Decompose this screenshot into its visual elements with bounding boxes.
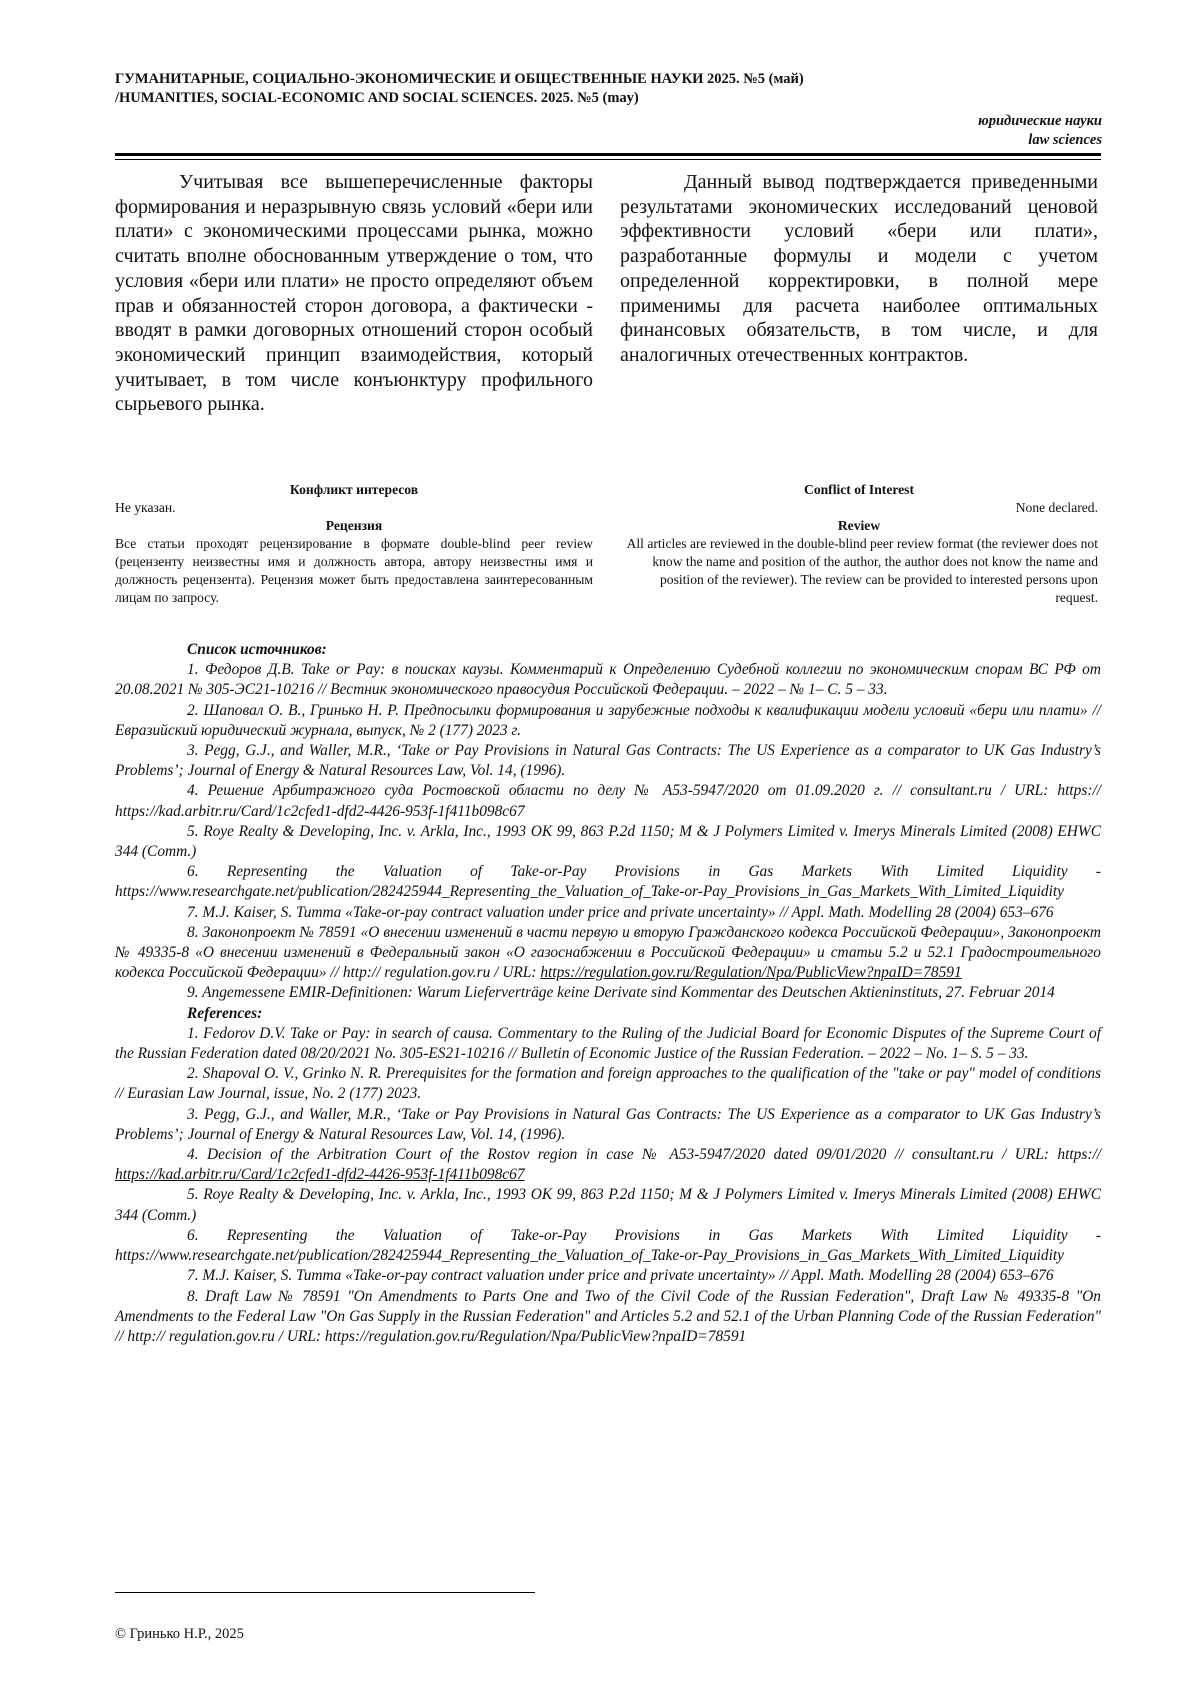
- journal-title-ru: ГУМАНИТАРНЫЕ, СОЦИАЛЬНО-ЭКОНОМИЧЕСКИЕ И ОБЩЕСТВЕННЫЕ НАУКИ 2025. №5 (май): [115, 71, 804, 87]
- reference-item: 5. Roye Realty & Developing, Inc. v. Arkla, Inc., 1993 OK 99, 863 P.2d 1150; M & J Polymers Limited v. Imerys Minerals Limited (2008) EHWC 344 (Comm.): [115, 1186, 1101, 1224]
- review-text-en: All articles are reviewed in the double-blind peer review format (the reviewer does not know the name and position of the author, the author does not know the name and position of the reviewer). The review can be provided to interested persons upon request.: [626, 536, 1098, 605]
- review-heading-ru: Рецензия: [325, 518, 383, 533]
- review-text-ru: Все статьи проходят рецензирование в формате double-blind peer review (рецензенту неизвестны имя и должность автора, автору неизвестны имя и должность рецензента). Рецензия может быть предоставлена заинтересованным лицам по запросу.: [115, 536, 593, 605]
- reference-item-4-link[interactable]: https://kad.arbitr.ru/Card/1c2cfed1-dfd2-4426-953f-1f411b098c67: [115, 1166, 525, 1184]
- meta-block-ru: [115, 481, 593, 607]
- rubric: [802, 112, 1102, 150]
- body-paragraph-right: Данный вывод подтверждается приведенными результатами экономических исследований ценовой эффективности условий «бери или плати», разработанные формулы и модели с учетом определенной корректировки, в полной мере применимы для расчета наиболее оптимальных финансовых обязательств, в том числе, и для аналогичных отечественных контрактов.: [620, 171, 1098, 366]
- reference-item: 7. M.J. Kaiser, S. Tumma «Take-or-pay contract valuation under price and private uncertainty» // Appl. Math. Modelling 28 (2004) 653–676: [187, 1267, 1054, 1285]
- review-heading-en: Review: [837, 518, 881, 533]
- source-item-8-text: 8. Законопроект № 78591 «О внесении изменений в части первую и вторую Гражданского кодекса Российской Федерации», Законопроект № 49335-8 «О внесении изменений в Федеральный закон «О газоснабжении в Российской Федерации» и статьи 5.2 и 52.1 Градостроительного кодекса Российской Федерации» // http:// regulation.gov.ru / URL:: [115, 923, 1101, 982]
- reference-item: 6. Representing the Valuation of Take-or-Pay Provisions in Gas Markets With Limited Liquidity -https://www.researchgate.net/publication/282425944_Representing_the_Valuation_of_Take-or-Pay_Provisions_in_Gas_Markets_With_Limited_Liquidity: [115, 1226, 1101, 1265]
- header-rule-thin: [115, 159, 1101, 160]
- journal-title: [115, 70, 1095, 108]
- conflict-heading-en: Conflict of Interest: [804, 482, 914, 497]
- source-item: 2. Шаповал О. В., Гринько Н. Р. Предпосылки формирования и зарубежные подходы к квалификации модели условий «бери или плати» // Евразийский юридический журнала, выпуск, № 2 (177) 2023 г.: [115, 701, 1101, 739]
- source-item-9: 9. Angemessene EMIR-Definitionen: Warum Lieferverträge keine Derivate sind Kommentar des Deutschen Aktieninstituts, 27. Februar 2014: [187, 984, 1055, 1002]
- header-rule-thick: [115, 153, 1101, 156]
- source-item-8-link[interactable]: https://regulation.gov.ru/Regulation/Npa/PublicView?npaID=78591: [540, 964, 962, 982]
- conflict-value-en: None declared.: [1015, 500, 1098, 515]
- sources-heading: Список источников:: [187, 641, 327, 658]
- references-heading: References:: [187, 1004, 263, 1022]
- reference-item: 2. Shapoval O. V., Grinko N. R. Prerequisites for the formation and foreign approaches to the qualification of the "take or pay" model of conditions // Eurasian Law Journal, issue, No. 2 (177) 2023.: [115, 1065, 1101, 1103]
- body-column-left: [115, 170, 593, 417]
- reference-item: 8. Draft Law № 78591 "On Amendments to Parts One and Two of the Civil Code of the Russian Federation", Draft Law № 49335-8 "On Amendments to the Federal Law "On Gas Supply in the Russian Federation" and Articles 5.2 and 52.1 of the Urban Planning Code of the Russian Federation" // http:// regulation.gov.ru / URL: https://regulation.gov.ru/Regulation/Npa/PublicView?npaID=78591: [115, 1287, 1101, 1345]
- body-column-right: [620, 170, 1098, 368]
- source-item: 3. Pegg, G.J., and Waller, M.R., ‘Take or Pay Provisions in Natural Gas Contracts: The US Experience as a comparator to UK Gas Industry’s Problems’; Journal of Energy & Natural Resources Law, Vol. 14, (1996).: [115, 742, 1101, 780]
- footnote-rule: [115, 1592, 535, 1593]
- conflict-value-ru: Не указан.: [115, 500, 176, 515]
- copyright-notice: © Гринько Н.Р., 2025: [115, 1626, 244, 1642]
- references-section: [115, 640, 1101, 1347]
- reference-item-4: [115, 1145, 1101, 1185]
- journal-title-en: /HUMANITIES, SOCIAL-ECONOMIC AND SOCIAL SCIENCES. 2025. №5 (may): [115, 90, 639, 106]
- rubric-en: law sciences: [1028, 132, 1102, 148]
- source-item: 7. M.J. Kaiser, S. Tumma «Take-or-pay contract valuation under price and private uncertainty» // Appl. Math. Modelling 28 (2004) 653–676: [187, 903, 1054, 921]
- source-item: 6. Representing the Valuation of Take-or-Pay Provisions in Gas Markets With Limited Liquidity -https://www.researchgate.net/publication/282425944_Representing_the_Valuation_of_Take-or-Pay_Provisions_in_Gas_Markets_With_Limited_Liquidity: [115, 863, 1101, 901]
- reference-item: 3. Pegg, G.J., and Waller, M.R., ‘Take or Pay Provisions in Natural Gas Contracts: The US Experience as a comparator to UK Gas Industry’s Problems’; Journal of Energy & Natural Resources Law, Vol. 14, (1996).: [115, 1105, 1101, 1143]
- source-item: 1. Федоров Д.В. Take or Pay: в поисках каузы. Комментарий к Определению Судебной коллегии по экономическим спорам ВС РФ от 20.08.2021 № 305-ЭС21-10216 // Вестник экономического правосудия Российской Федерации. – 2022 – № 1– С. 5 – 33.: [115, 661, 1101, 699]
- conflict-heading-ru: Конфликт интересов: [289, 482, 419, 497]
- rubric-ru: юридические науки: [978, 113, 1102, 129]
- body-paragraph-left: Учитывая все вышеперечисленные факторы формирования и неразрывную связь условий «бери или плати» с экономическими процессами рынка, можно считать вполне обоснованным утверждение о том, что условия «бери или плати» не просто определяют объем прав и обязанностей сторон договора, а фактически - вводят в рамки договорных отношений сторон особый экономический принцип взаимодействия, который учитывает, в том числе конъюнктуру профильного сырьевого рынка.: [115, 171, 593, 416]
- meta-block-en: [620, 481, 1098, 607]
- reference-item-4-text: 4. Decision of the Arbitration Court of the Rostov region in case № A53-5947/2020 dated 09/01/2020 // consultant.ru / URL: https://: [187, 1146, 1101, 1164]
- source-item: 5. Roye Realty & Developing, Inc. v. Arkla, Inc., 1993 OK 99, 863 P.2d 1150; M & J Polymers Limited v. Imerys Minerals Limited (2008) EHWC 344 (Comm.): [115, 822, 1101, 861]
- reference-item: 1. Fedorov D.V. Take or Pay: in search of causa. Commentary to the Ruling of the Judicial Board for Economic Disputes of the Supreme Court of the Russian Federation dated 08/20/2021 No. 305-ES21-10216 // Bulletin of Economic Justice of the Russian Federation. – 2022 – No. 1– S. 5 – 33.: [115, 1024, 1101, 1063]
- source-item: 4. Решение Арбитражного суда Ростовской области по делу № А53-5947/2020 от 01.09.2020 г. // consultant.ru / URL: https:// https://kad.arbitr.ru/Card/1c2cfed1-dfd2-4426-953f-1f411b098c67: [115, 782, 1101, 820]
- source-item-8: [115, 923, 1101, 984]
